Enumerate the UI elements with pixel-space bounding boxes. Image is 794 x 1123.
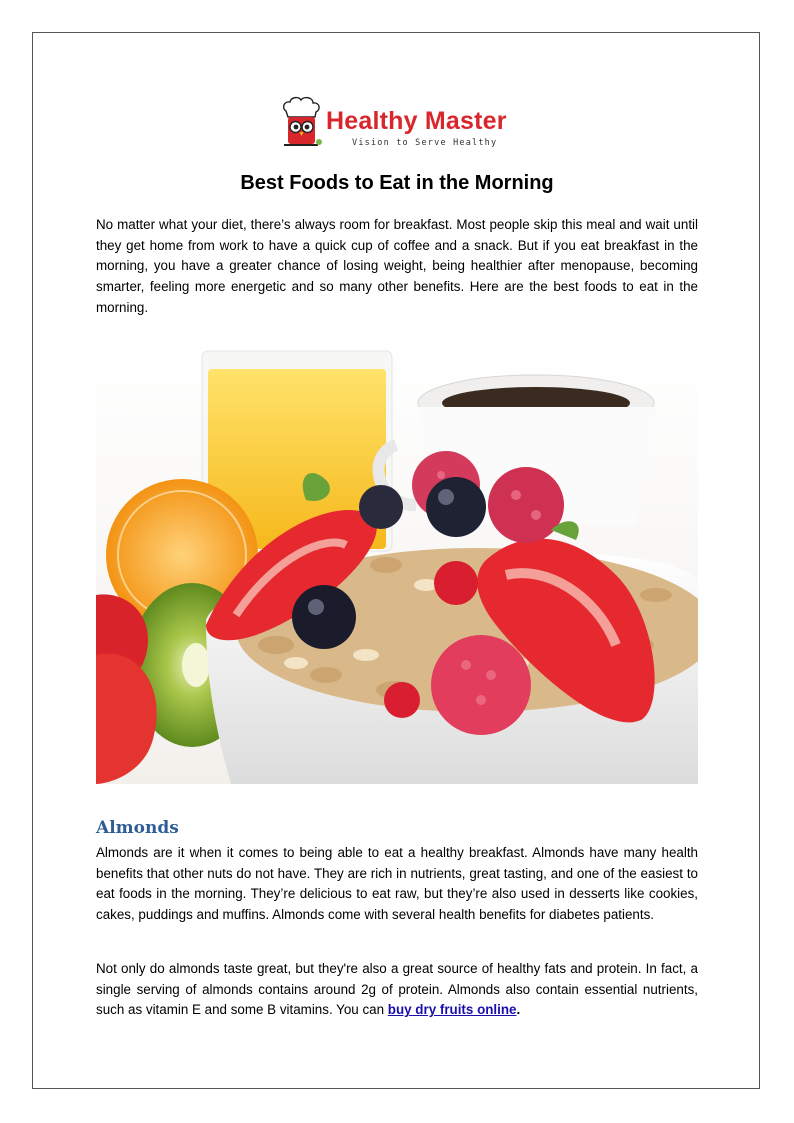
almonds-paragraph-1: Almonds are it when it comes to being able to eat a healthy breakfast. Almonds have many health benefits that other nuts do not have. They are rich in nutrients, great tasting, and one of the easiest to eat foods in the morning. They’re delicious to eat raw, but they’re also used in desserts like cookies, cakes, puddings and muffins. Almonds come with several health benefits for diabetes patients. bbox=[96, 845, 698, 923]
brand-name: Healthy Master bbox=[326, 107, 507, 135]
breakfast-cereal-berries-image bbox=[96, 345, 698, 784]
article-title: Best Foods to Eat in the Morning bbox=[240, 172, 554, 194]
almonds-paragraph-2-end: . bbox=[516, 1002, 521, 1018]
section-heading-almonds: Almonds bbox=[96, 818, 179, 838]
brand-tagline: Vision to Serve Healthy bbox=[352, 138, 498, 148]
chef-owl-icon bbox=[280, 95, 324, 151]
buy-dry-fruits-link[interactable]: buy dry fruits online bbox=[387, 1002, 517, 1018]
brand-logo[interactable] bbox=[280, 95, 520, 151]
almonds-paragraph-2-text: Not only do almonds taste great, but they're also a great source of healthy fats and protein. In fact, a single serving of almonds contains around 2g of protein. Almonds also contain essential nutrients, such as vitamin E and some B vitamins. You can bbox=[96, 961, 698, 1018]
almonds-paragraph-2 bbox=[96, 959, 698, 1021]
intro-paragraph: No matter what your diet, there’s always room for breakfast. Most people skip this meal and wait until they get home from work to have a quick cup of coffee and a snack. But if you eat breakfast in the morning, you have a greater chance of losing weight, being healthier after menopause, becoming smarter, feeling more energetic and so many other benefits. Here are the best foods to eat in the morning. bbox=[96, 217, 698, 315]
